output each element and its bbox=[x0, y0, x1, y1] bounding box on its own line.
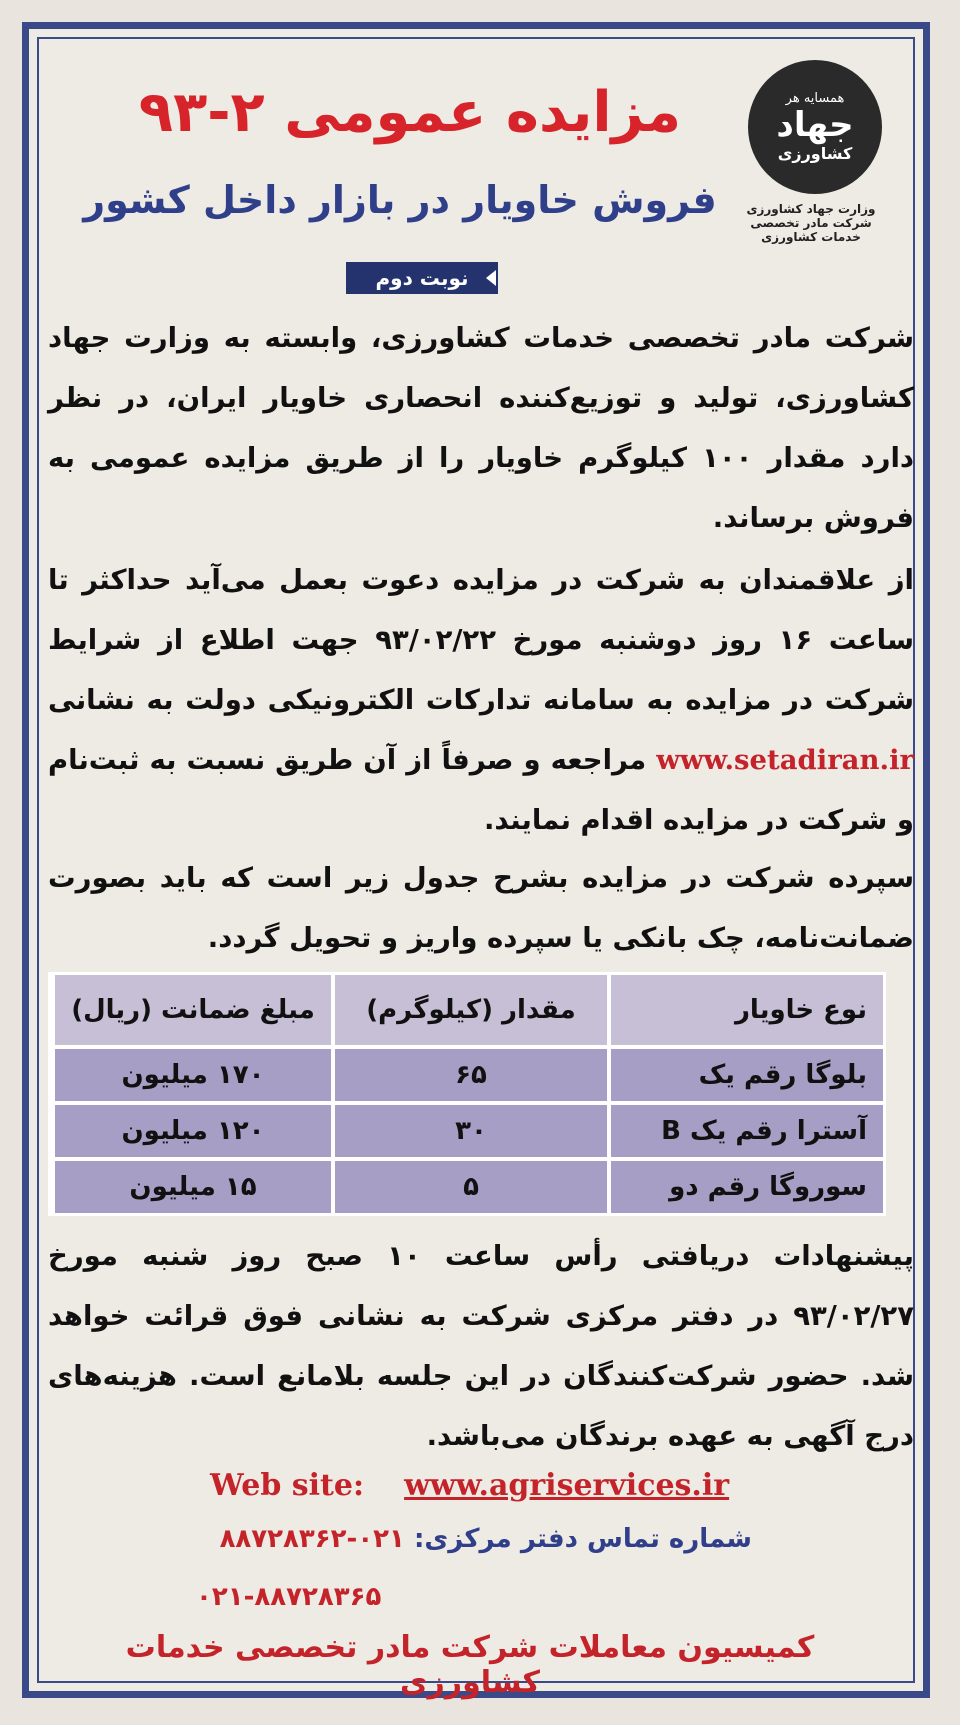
table-header-cell: مبلغ ضمانت (ریال) bbox=[55, 975, 331, 1045]
logo-caption-line-2: شرکت مادر تخصصی bbox=[750, 216, 872, 230]
table-cell: ۱۷۰ میلیون bbox=[55, 1049, 331, 1101]
agriservices-link[interactable]: www.agriservices.ir bbox=[404, 1468, 730, 1503]
table-cell: بلوگا رقم یک bbox=[611, 1049, 883, 1101]
logo-caption-line-1: وزارت جهاد کشاورزی bbox=[746, 202, 876, 216]
deposit-paragraph: سپرده شرکت در مزایده بشرح جدول زیر است که باید بصورت ضمانت‌نامه، چک بانکی یا سپرده واریز و تحویل گردد. bbox=[48, 862, 914, 954]
table-header-cell: نوع خاویار bbox=[611, 975, 883, 1045]
logo-bottom-text: کشاورزی bbox=[777, 144, 853, 163]
jahad-logo bbox=[748, 60, 882, 194]
table-cell: سوروگا رقم دو bbox=[611, 1161, 883, 1213]
logo-main-text: جهاد bbox=[776, 105, 854, 145]
website-line bbox=[210, 1468, 750, 1510]
opening-paragraph: پیشنهادات دریافتی رأس ساعت ۱۰ صبح روز شنبه مورخ ۹۳/۰۲/۲۷ در دفتر مرکزی شرکت به نشانی فوق قرائت خواهد شد. حضور شرکت‌کنندگان در این جلسه بلامانع است. هزینه‌های درج آگهی به عهده برندگان می‌باشد. bbox=[48, 1240, 914, 1452]
table-cell: ۱۵ میلیون bbox=[55, 1161, 331, 1213]
website-label: Web site: bbox=[210, 1468, 365, 1503]
table-cell: ۳۰ bbox=[335, 1105, 607, 1157]
table-row bbox=[51, 1161, 883, 1213]
invitation-paragraph bbox=[48, 550, 914, 850]
table-cell: ۱۲۰ میلیون bbox=[55, 1105, 331, 1157]
deposit-table bbox=[48, 972, 886, 1216]
phone-number-1: ۰۲۱-۸۸۷۲۸۳۶۲ bbox=[219, 1524, 405, 1554]
table-row bbox=[51, 1105, 883, 1157]
logo-caption bbox=[726, 202, 896, 244]
ad-title: مزایده عمومی ۲-۹۳ bbox=[138, 80, 682, 145]
table-cell: آسترا رقم یک B bbox=[611, 1105, 883, 1157]
setadiran-link[interactable]: www.setadiran.ir bbox=[656, 744, 914, 776]
table-header-row bbox=[51, 975, 883, 1045]
badge-arrow-icon bbox=[486, 270, 496, 286]
table-header-cell: مقدار (کیلوگرم) bbox=[335, 975, 607, 1045]
invitation-text-start: از علاقمندان به شرکت در مزایده دعوت بعمل می‌آید حداکثر تا ساعت ۱۶ روز دوشنبه مورخ ۹۳/۰۲/۲۲ جهت اطلاع از شرایط شرکت در مزایده به سامانه تدارکات الکترونیکی دولت به نشانی bbox=[48, 564, 914, 716]
phone-number-2: ۰۲۱-۸۸۷۲۸۳۶۵ bbox=[196, 1582, 382, 1612]
table-cell: ۵ bbox=[335, 1161, 607, 1213]
table-row bbox=[51, 1049, 883, 1101]
footer-signature: کمیسیون معاملات شرکت مادر تخصصی خدمات کشاورزی bbox=[125, 1630, 815, 1700]
logo-caption-line-3: خدمات کشاورزی bbox=[761, 230, 861, 244]
invitation-text-end: مراجعه و صرفاً از آن طریق نسبت به ثبت‌نام و شرکت در مزایده اقدام نمایند. bbox=[48, 744, 914, 836]
logo-top-text: همسایه هر bbox=[785, 91, 845, 106]
table-cell: ۶۵ bbox=[335, 1049, 607, 1101]
ad-subtitle: فروش خاویار در بازار داخل کشور bbox=[83, 178, 717, 222]
phone-label: شماره تماس دفتر مرکزی: bbox=[413, 1524, 752, 1554]
round-badge: نوبت دوم bbox=[346, 262, 498, 294]
phone-line bbox=[220, 1524, 752, 1554]
intro-paragraph: شرکت مادر تخصصی خدمات کشاورزی، وابسته به وزارت جهاد کشاورزی، تولید و توزیع‌کننده انحصاری خاویار ایران، در نظر دارد مقدار ۱۰۰ کیلوگرم خاویار را از طریق مزایده عمومی به فروش برساند. bbox=[48, 322, 914, 534]
